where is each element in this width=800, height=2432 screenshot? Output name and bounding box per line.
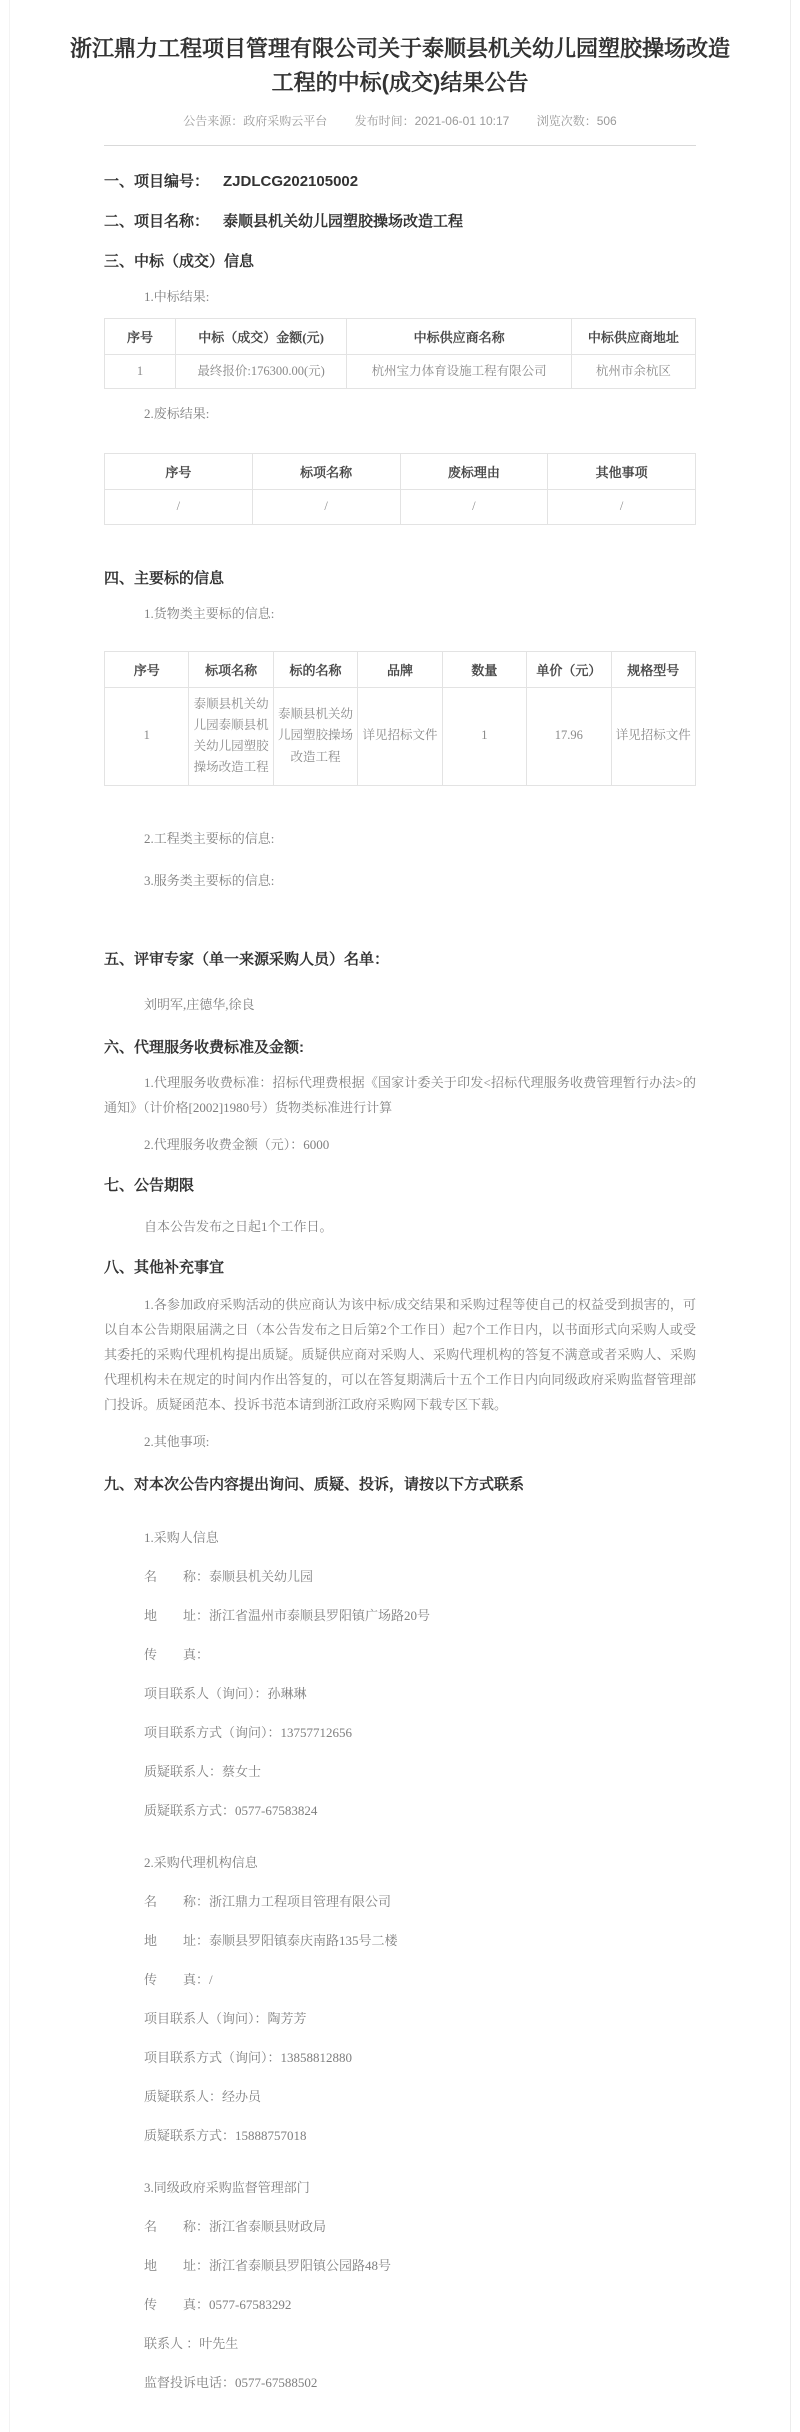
project-number-value: ZJDLCG202105002 bbox=[223, 173, 359, 190]
goods-seq: 1 bbox=[105, 687, 189, 785]
supervision-dept-block bbox=[104, 2179, 696, 2392]
table-header-row bbox=[105, 319, 696, 355]
agency-info-block bbox=[104, 1854, 696, 2145]
goods-spec: 详见招标文件 bbox=[611, 687, 695, 785]
announcement-period-text: 自本公告发布之日起1个工作日。 bbox=[144, 1218, 333, 1234]
award-address: 杭州市余杭区 bbox=[571, 355, 695, 389]
purchaser-info-block bbox=[104, 1529, 696, 1820]
project-number-label: 一、项目编号： bbox=[104, 173, 210, 190]
agency-query-contact: 质疑联系人：经办员 bbox=[144, 2088, 262, 2104]
section-supplementary-heading: 八、其他补充事宜 bbox=[104, 1258, 225, 1276]
rejected-item: / bbox=[252, 490, 400, 524]
goods-col-unit-price: 单价（元） bbox=[527, 651, 611, 687]
supplementary-paragraph: 1.各参加政府采购活动的供应商认为该中标/成交结果和采购过程等使自己的权益受到损害的，可以自本公告期限届满之日（本公告发布之日后第2个工作日）起7个工作日内，以书面形式向采购人或受其委托的采购代理机构提出质疑。质疑供应商对采购人、采购代理机构的答复不满意或者采购人、采购代理机构未在规定的时间内作出答复的，可以在答复期满后十五个工作日内向同级政府采购监督管理部门投诉。质疑函范本、投诉书范本请到浙江政府采购网下载专区下载。 bbox=[104, 1296, 696, 1412]
divider bbox=[104, 145, 696, 146]
goods-col-spec: 规格型号 bbox=[611, 651, 695, 687]
rejected-col-item: 标项名称 bbox=[252, 454, 400, 490]
award-amount: 最终报价:176300.00(元) bbox=[175, 355, 346, 389]
project-name-value: 泰顺县机关幼儿园塑胶操场改造工程 bbox=[223, 213, 464, 230]
agency-fee-standard: 1.代理服务收费标准：招标代理费根据《国家计委关于印发<招标代理服务收费管理暂行办法>的通知》（计价格[2002]1980号）货物类标准进行计算 bbox=[104, 1074, 696, 1115]
table-header-row bbox=[105, 454, 696, 490]
rejected-result-label: 2.废标结果: bbox=[144, 406, 210, 422]
goods-item-name: 泰顺县机关幼儿园泰顺县机关幼儿园塑胶操场改造工程 bbox=[189, 687, 273, 785]
purchaser-project-contact: 项目联系人（询问）：孙琳琳 bbox=[144, 1685, 307, 1701]
goods-col-subject-name: 标的名称 bbox=[273, 651, 357, 687]
section-subject-info-heading: 四、主要标的信息 bbox=[104, 569, 225, 587]
award-result-label: 1.中标结果: bbox=[144, 289, 210, 304]
agency-info-title: 2.采购代理机构信息 bbox=[144, 1854, 258, 1870]
experts-names: 刘明军,庄德华,徐良 bbox=[144, 996, 255, 1012]
other-matters-label: 2.其他事项: bbox=[144, 1433, 210, 1449]
rejected-result-table bbox=[104, 453, 696, 524]
purchaser-info-title: 1.采购人信息 bbox=[144, 1529, 219, 1545]
supervision-complaint-phone: 监督投诉电话：0577-67588502 bbox=[144, 2374, 318, 2390]
purchaser-address: 地 址：浙江省温州市泰顺县罗阳镇广场路20号 bbox=[144, 1607, 431, 1623]
supervision-fax: 传 真：0577-67583292 bbox=[144, 2296, 292, 2312]
purchaser-project-phone: 项目联系方式（询问）：13757712656 bbox=[144, 1724, 353, 1740]
award-col-seq: 序号 bbox=[105, 319, 176, 355]
announcement-content bbox=[104, 172, 696, 2392]
supervision-dept-title: 3.同级政府采购监督管理部门 bbox=[144, 2179, 310, 2195]
table-header-row bbox=[105, 651, 696, 687]
section-project-name bbox=[104, 212, 696, 232]
supervision-name: 名 称：浙江省泰顺县财政局 bbox=[144, 2218, 327, 2234]
rejected-col-reason: 废标理由 bbox=[400, 454, 548, 490]
goods-subject-name: 泰顺县机关幼儿园塑胶操场改造工程 bbox=[273, 687, 357, 785]
section-contact-heading: 九、对本次公告内容提出询问、质疑、投诉，请按以下方式联系 bbox=[104, 1475, 525, 1493]
purchaser-name: 名 称：泰顺县机关幼儿园 bbox=[144, 1568, 314, 1584]
award-col-amount: 中标（成交）金额(元) bbox=[175, 319, 346, 355]
rejected-seq: / bbox=[105, 490, 253, 524]
announcement-page bbox=[9, 0, 791, 2432]
agency-fee-amount: 2.代理服务收费金额（元）：6000 bbox=[144, 1136, 330, 1152]
meta-publish-time: 发布时间：2021-06-01 10:17 bbox=[354, 114, 510, 128]
goods-subject-table bbox=[104, 651, 696, 786]
goods-brand: 详见招标文件 bbox=[358, 687, 442, 785]
page-title: 浙江鼎力工程项目管理有限公司关于泰顺县机关幼儿园塑胶操场改造工程的中标(成交)结果公告 bbox=[69, 36, 730, 95]
award-col-address: 中标供应商地址 bbox=[571, 319, 695, 355]
section-project-number bbox=[104, 172, 696, 192]
goods-subject-label: 1.货物类主要标的信息: bbox=[144, 605, 275, 621]
agency-fax: 传 真：/ bbox=[144, 1971, 213, 1987]
goods-unit-price: 17.96 bbox=[527, 687, 611, 785]
goods-col-quantity: 数量 bbox=[442, 651, 526, 687]
purchaser-query-contact: 质疑联系人：蔡女士 bbox=[144, 1763, 262, 1779]
goods-col-seq: 序号 bbox=[105, 651, 189, 687]
goods-quantity: 1 bbox=[442, 687, 526, 785]
agency-query-phone: 质疑联系方式：15888757018 bbox=[144, 2127, 307, 2143]
agency-address: 地 址：泰顺县罗阳镇泰庆南路135号二楼 bbox=[144, 1932, 398, 1948]
agency-name: 名 称：浙江鼎力工程项目管理有限公司 bbox=[144, 1893, 392, 1909]
meta-source: 公告来源：政府采购云平台 bbox=[183, 114, 328, 128]
purchaser-query-phone: 质疑联系方式：0577-67583824 bbox=[144, 1802, 318, 1818]
section-agency-fee-heading: 六、代理服务收费标准及金额: bbox=[104, 1038, 304, 1056]
section-experts-heading: 五、评审专家（单一来源采购人员）名单： bbox=[104, 950, 390, 968]
meta-view-count: 浏览次数：506 bbox=[536, 114, 617, 128]
purchaser-fax: 传 真： bbox=[144, 1646, 210, 1662]
goods-col-brand: 品牌 bbox=[358, 651, 442, 687]
table-row bbox=[105, 355, 696, 389]
engineering-subject-label: 2.工程类主要标的信息: bbox=[144, 830, 275, 846]
goods-col-item-name: 标项名称 bbox=[189, 651, 273, 687]
supervision-contact: 联系人 ：叶先生 bbox=[144, 2335, 239, 2351]
rejected-col-seq: 序号 bbox=[105, 454, 253, 490]
service-subject-label: 3.服务类主要标的信息: bbox=[144, 872, 275, 888]
award-result-table bbox=[104, 318, 696, 389]
supervision-address: 地 址：浙江省泰顺县罗阳镇公园路48号 bbox=[144, 2257, 392, 2273]
award-seq: 1 bbox=[105, 355, 176, 389]
table-row bbox=[105, 490, 696, 524]
award-supplier: 杭州宝力体育设施工程有限公司 bbox=[347, 355, 572, 389]
project-name-label: 二、项目名称： bbox=[104, 213, 210, 230]
rejected-other: / bbox=[548, 490, 696, 524]
section-award-info-heading: 三、中标（成交）信息 bbox=[104, 253, 255, 270]
rejected-col-other: 其他事项 bbox=[548, 454, 696, 490]
agency-project-phone: 项目联系方式（询问）：13858812880 bbox=[144, 2049, 353, 2065]
section-announcement-period-heading: 七、公告期限 bbox=[104, 1176, 195, 1194]
table-row bbox=[105, 687, 696, 785]
meta-bar bbox=[10, 112, 790, 129]
award-col-supplier: 中标供应商名称 bbox=[347, 319, 572, 355]
rejected-reason: / bbox=[400, 490, 548, 524]
agency-project-contact: 项目联系人（询问）：陶芳芳 bbox=[144, 2010, 307, 2026]
